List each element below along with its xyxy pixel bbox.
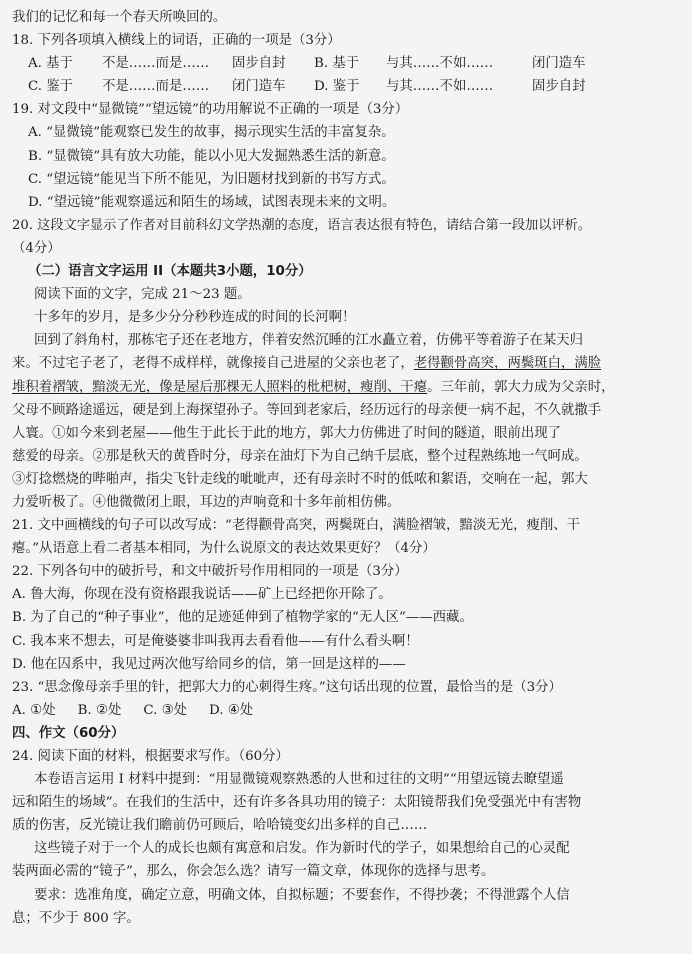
question-23: 23. “思念像母亲手里的针，把郭大力的心刺得生疼。”这句话出现的位置，最恰当的是（3分） [12,679,562,695]
q18-option-a-word2: 不是……而是…… [102,56,210,72]
q23-option-b: B. ②处 [77,702,122,718]
passage-line: 回到了斜角村，那栋宅子还在老地方，伴着安然沉睡的江水矗立着，仿佛平等着游子在某天归 [34,333,584,349]
passage-line: 父母不顾路途遥远，硬是到上海探望孙子。等回到老家后，经历远行的母亲便一病不起，不久就撒手 [12,402,602,418]
q23-option-a: A. ①处 [12,702,56,718]
q23-option-c: C. ③处 [143,702,188,718]
question-22: 22. 下列各句中的破折号，和文中破折号作用相同的一项是（3分） [12,564,408,580]
q19-option-c: C. “望远镜”能见当下所不能见，为旧题材找到新的书写方式。 [28,171,395,187]
q23-option-d: D. ④处 [209,702,254,718]
text-line: 我们的记忆和每一个春天所唤回的。 [12,10,227,25]
requirements-line: 息；不少于 800 字。 [12,910,140,926]
question-21: 21. 文中画横线的句子可以改写成：“老得颧骨高突，两鬓斑白，满脸褶皱，黯淡无光，瘦削、干 [12,518,581,534]
q19-option-d: D. “望远镜”能观察遥远和陌生的场域，试图表现未来的文明。 [28,194,396,210]
question-24: 24. 阅读下面的材料，根据要求写作。（60分） [12,749,289,764]
passage-line: 慈爱的母亲。②那是秋天的黄昏时分，母亲在油灯下为自己纳千层底，整个过程熟练地一气呵成。 [12,448,588,464]
q22-option-c: C. 我本来不想去，可是俺婆婆非叫我再去看看他——有什么看头啊！ [12,633,419,649]
material-line: 远和陌生的场域”。在我们的生活中，还有许多各具功用的镜子：太阳镜帮我们免受强光中有害物 [12,795,582,811]
underlined-sentence: 老得颧骨高突，两鬓斑白，满脸 [413,356,602,372]
question-21-cont: 瘪。”从语意上看二者基本相同，为什么说原文的表达效果更好？（4分） [12,541,436,557]
q19-option-a: A. “显微镜”能观察已发生的故事，揭示现实生活的丰富复杂。 [28,125,395,141]
q22-option-d: D. 他在囚系中，我见过两次他写给同乡的信，第一回是这样的—— [12,656,406,672]
q18-option-c-word2: 不是……而是…… [102,79,210,95]
q18-option-d-word2: 与其……不如…… [386,79,494,95]
q18-option-a-word3: 固步自封 [232,56,286,72]
material-line: 这些镜子对于一个人的成长也颇有寓意和启发。作为新时代的学子，如果想给自己的心灵配 [34,841,570,857]
passage-text: 。三年前，郭大力成为父亲时， [427,379,615,395]
q18-option-c-word1: C. 鉴于 [28,79,74,95]
passage-line: ③灯捻燃烧的哔啪声，指尖飞针走线的呲呲声，还有母亲时不时的低哝和絮语，交响在一起，郭大 [12,471,588,487]
question-20: 20. 这段文字显示了作者对目前科幻文学热潮的态度，语言表达很有特色，请结合第一段加以评析。 [12,217,592,233]
q18-option-b-word3: 闭门造车 [532,56,586,72]
material-line: 本卷语言运用 I 材料中提到：“用显微镜观察熟悉的人世和过往的文明”“用望远镜去瞭望遥 [34,772,564,788]
material-line: 质的伤害，反光镜让我们瞻前仍可顾后，哈哈镜变幻出多样的自己…… [12,818,428,834]
reading-instruction: 阅读下面的文字，完成 21～23 题。 [34,287,251,303]
question-18: 18. 下列各项填入横线上的词语，正确的一项是（3分） [12,33,341,49]
requirements-line: 要求：选准角度，确定立意，明确文体，自拟标题；不要套作，不得抄袭；不得泄露个人信 [34,887,570,903]
passage-line: 力爱听极了。④他微微闭上眼，耳边的声响竟和十多年前相仿佛。 [12,494,401,510]
material-line: 装两面必需的“镜子”，那么，你会怎么选？请写一篇文章，体现你的选择与思考。 [12,864,495,880]
passage-line: 十多年的岁月，是多少分分秒秒连成的时间的长河啊！ [34,310,356,326]
passage-text: 来。不过宅子老了，老得不成样样，就像接自己进屋的父亲也老了， [12,356,414,372]
underlined-sentence: 堆积着褶皱，黯淡无光，像是屋后那棵无人照料的枇杷树，瘦削、干瘪 [12,379,428,395]
q18-option-d-word1: D. 鉴于 [314,79,360,95]
q18-options-row-2 [12,75,682,98]
q18-option-c-word3: 闭门造车 [232,79,286,95]
question-19: 19. 对文段中“显微镜”“望远镜”的功用解说不正确的一项是（3分） [12,102,409,118]
q22-option-b: B. 为了自己的“种子事业”，他的足迹延伸到了植物学家的“无人区”——西藏。 [12,610,473,626]
section-heading-2: （二）语言文字运用 II（本题共3小题，10分） [28,264,312,280]
passage-line [12,352,682,375]
section-heading-4: 四、作文（60分） [12,725,125,741]
q22-option-a: A. 鲁大海，你现在没有资格跟我说话——矿上已经把你开除了。 [12,587,392,603]
q18-option-b-word1: B. 基于 [314,56,360,72]
q18-option-b-word2: 与其……不如…… [386,56,494,72]
q18-option-d-word3: 固步自封 [532,79,586,95]
q19-option-b: B. “显微镜”具有放大功能，能以小见大发掘熟悉生活的新意。 [28,148,395,164]
passage-line: 人寰。①如今来到老屋——他生于此长于此的地方，郭大力仿佛进了时间的隧道，眼前出现了 [12,425,562,441]
q18-option-a-word1: A. 基于 [28,56,73,72]
q23-options [12,699,682,722]
passage-line [12,376,682,399]
question-20-score: （4分） [12,240,61,256]
q18-options-row-1 [12,52,682,75]
